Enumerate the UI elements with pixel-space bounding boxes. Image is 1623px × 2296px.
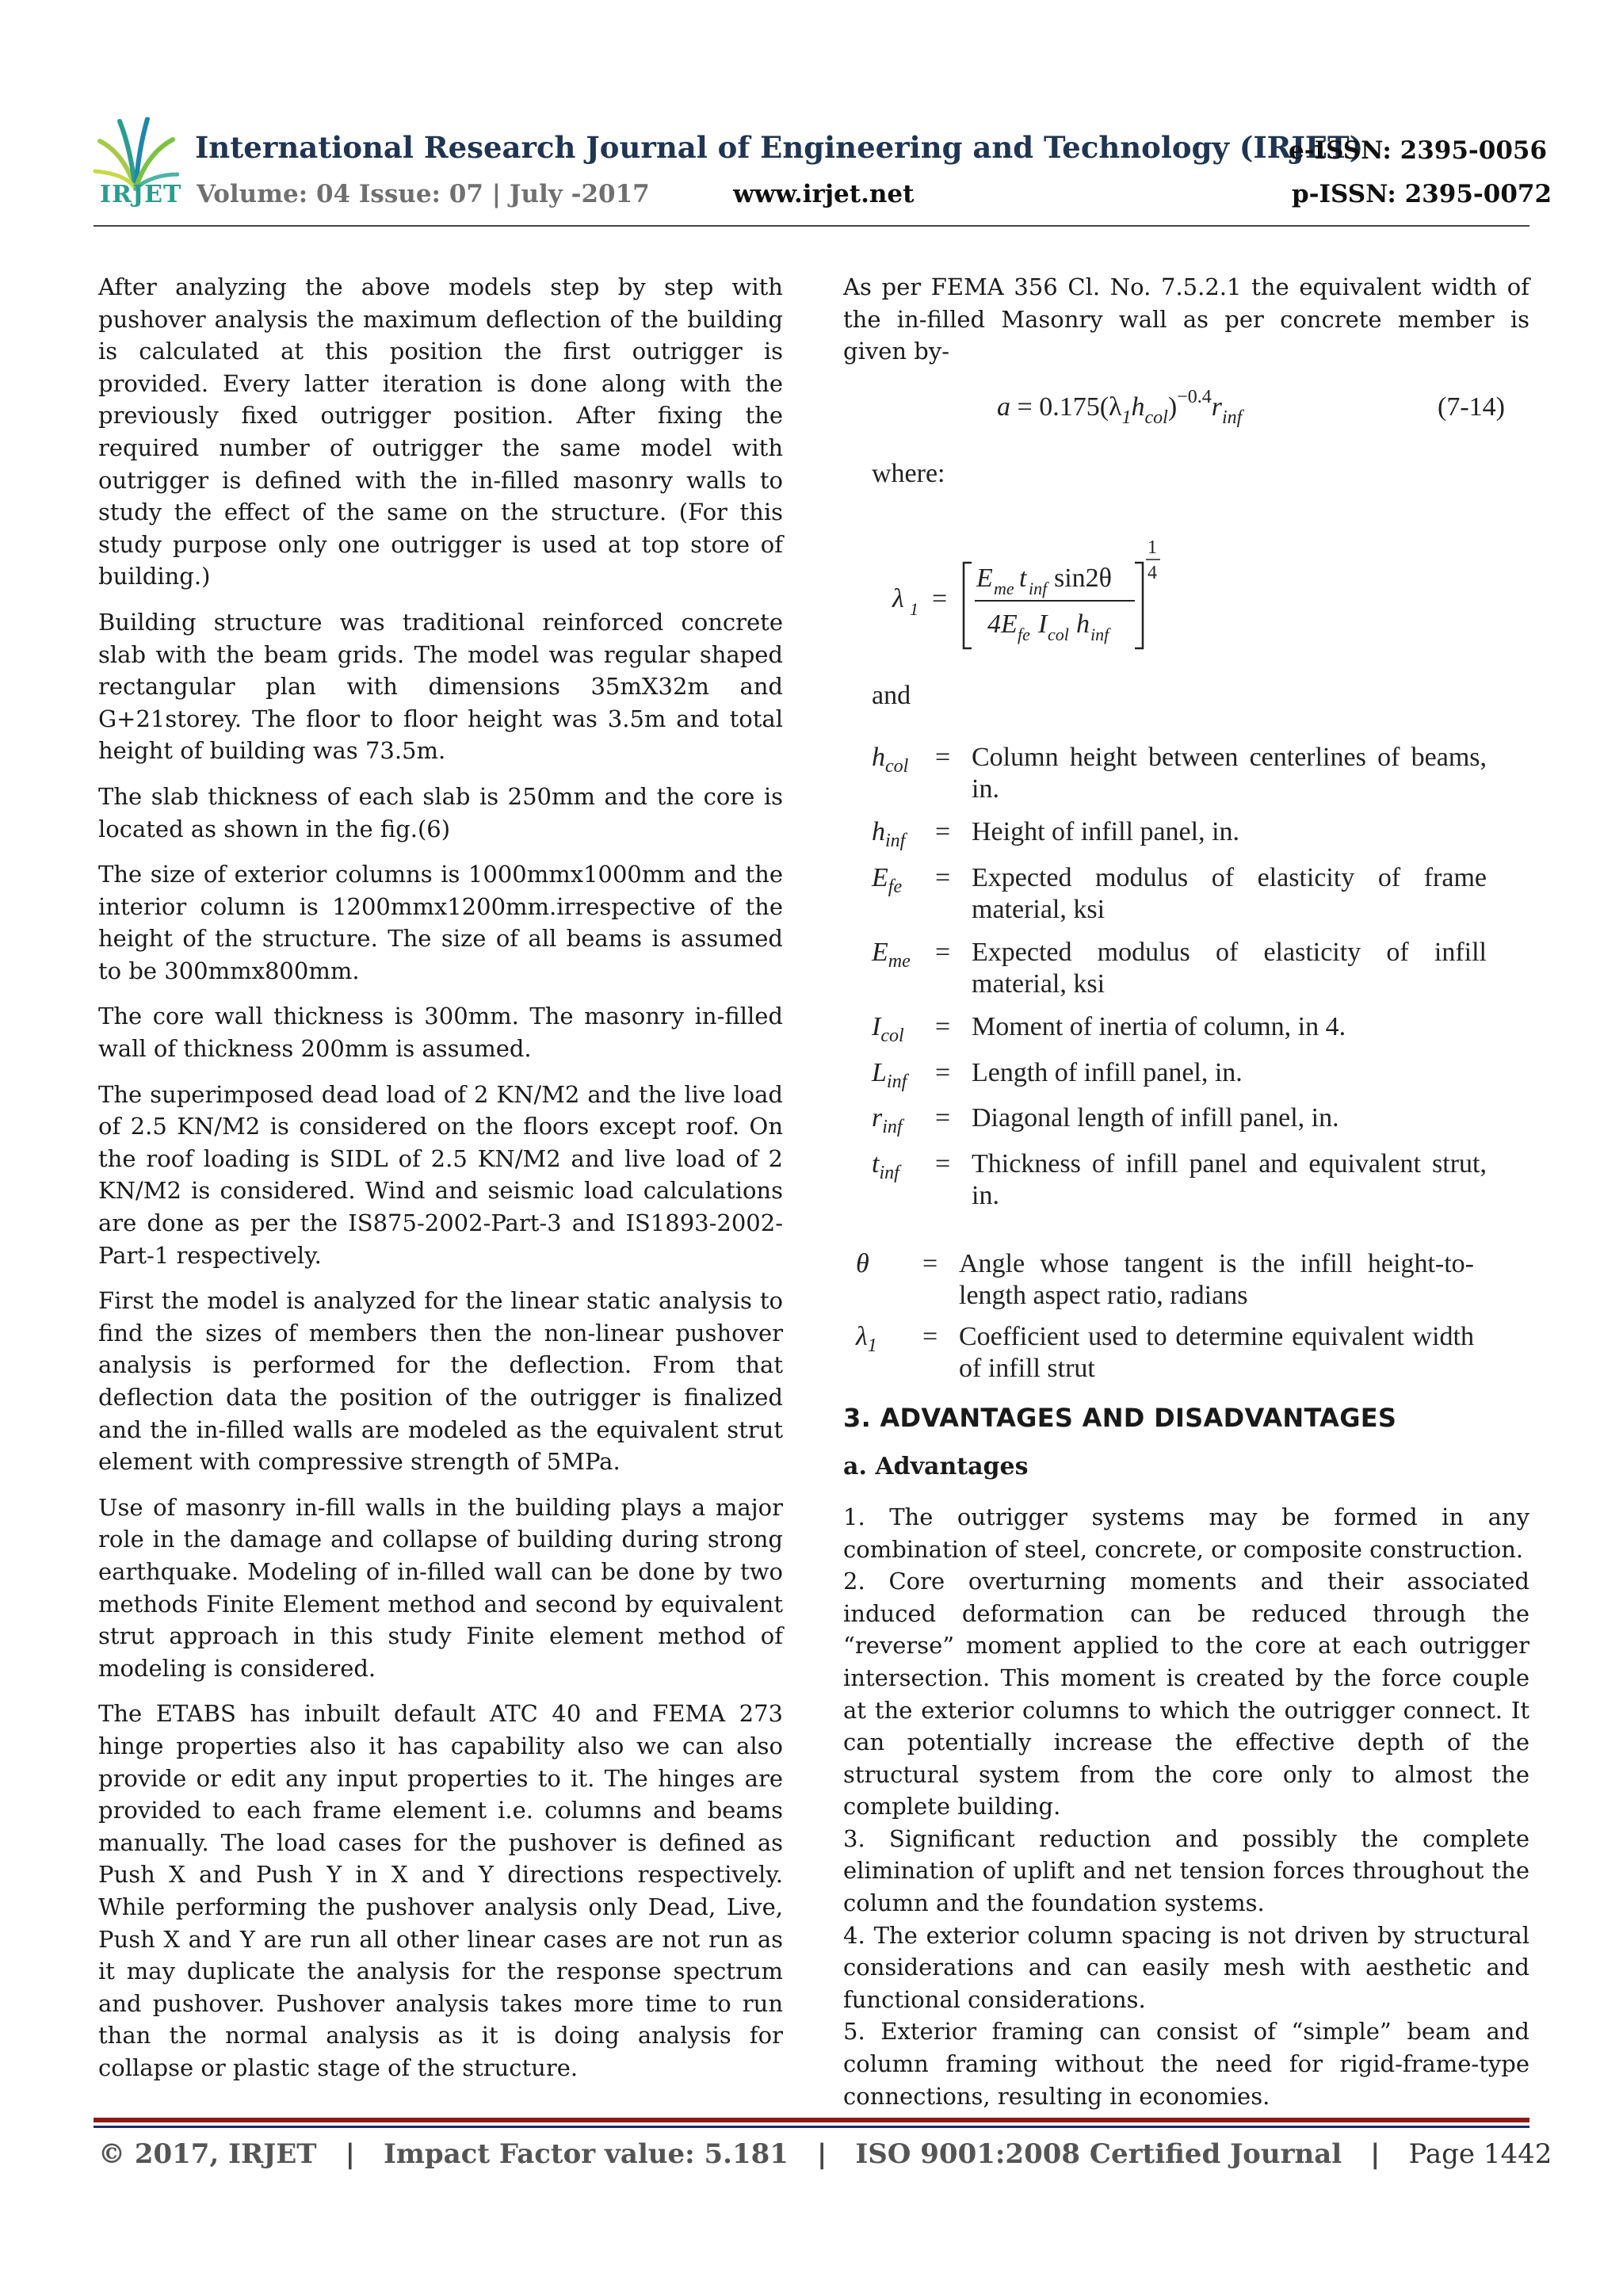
lambda-den-h: h [1076, 609, 1090, 639]
advantages-list [843, 1501, 1529, 2112]
def-equals: = [922, 1248, 938, 1278]
website-link[interactable]: www.irjet.net [733, 180, 915, 208]
formula-figure [843, 374, 1529, 1385]
definition-row [872, 1102, 1529, 1137]
volume-issue: Volume: 04 Issue: 07 | July -2017 [197, 180, 650, 208]
journal-title: International Research Journal of Engineering and Technology (IRJET) [195, 130, 1364, 165]
paragraph: Building structure was traditional reinforced concrete slab with the beam grids. The model was regular shaped rectangular plan with dimensions 35mX32m and G+21storey. The floor to floor height was 3.5m and total height of building was 73.5m. [98, 608, 783, 765]
footer-copyright: © 2017, IRJET [98, 2138, 317, 2170]
lambda-den-4E: 4E [987, 609, 1018, 639]
definition-list [843, 742, 1529, 1211]
def-equals: = [935, 743, 951, 773]
def-equals: = [935, 1057, 951, 1087]
paragraph: The size of exterior columns is 1000mmx1000mm and the interior column is 1200mmx1200mm.irrespective of the height of the structure. The size of all beams is assumed to be 300mmx800mm. [98, 861, 783, 984]
lambda-den-sub: inf [1090, 624, 1109, 644]
def-text: Height of infill panel, in. [972, 817, 1240, 847]
list-item: 3. Significant reduction and possibly the complete elimination of uplift and net tension forces throughout the column and the foundation systems. [843, 1824, 1529, 1917]
def-symbol: $t_{inf}$ [872, 1148, 899, 1183]
lambda-den-I: I [1038, 609, 1048, 639]
def-symbol: $I_{col}$ [872, 1011, 904, 1046]
eq-h: h [1131, 392, 1145, 422]
lambda-den-sub: col [1048, 624, 1069, 644]
def-equals: = [935, 1011, 951, 1041]
def-text: Thickness of infill panel and equivalent strut, in. [972, 1148, 1487, 1210]
definition-row [856, 1248, 1529, 1312]
eq-sub: inf [1221, 407, 1243, 428]
def-equals: = [922, 1321, 938, 1351]
left-column [98, 271, 783, 2097]
lambda-exp-den: 4 [1148, 562, 1157, 583]
definition-row [872, 1057, 1529, 1092]
def-text: Angle whose tangent is the infill height-to-length aspect ratio, radians [959, 1248, 1474, 1310]
eq-close: ) [1167, 392, 1178, 422]
footer-iso: ISO 9001:2008 Certified Journal [855, 2138, 1342, 2170]
footer-divider-red [94, 2118, 1529, 2122]
lambda-den-sub: fe [1018, 624, 1030, 644]
header-divider [94, 225, 1529, 227]
e-issn: e-ISSN: 2395-0056 [1289, 136, 1548, 165]
lambda-lhs: λ [892, 583, 904, 613]
paragraph: The superimposed dead load of 2 KN/M2 and the live load of 2.5 KN/M2 is considered on the floors except roof. On the roof loading is SIDL of 2.5 KN/M2 and live load of 2 KN/M2 is considered. Wind and seismic load calculations are done as per the IS875-2002-Part-3 and IS1893-2002-Part-1 respectively. [98, 1080, 783, 1269]
where-label: where: [872, 458, 945, 488]
def-text: Expected modulus of elasticity of frame material, ksi [972, 862, 1487, 924]
footer-separator: | [1370, 2138, 1381, 2170]
def-symbol: $L_{inf}$ [872, 1057, 907, 1092]
list-item: 1. The outrigger systems may be formed in any combination of steel, concrete, or composite construction. [843, 1503, 1529, 1563]
def-equals: = [935, 817, 951, 847]
and-label: and [872, 681, 911, 711]
definition-row [872, 1011, 1529, 1046]
paragraph: Use of masonry in-fill walls in the building plays a major role in the damage and collapse of building during strong earthquake. Modeling of in-filled wall can be done by two methods Finite Element method and second by equivalent strut approach in this study Finite element method of modeling is considered. [98, 1493, 783, 1682]
eq-coef: 0.175(λ [1039, 392, 1122, 422]
def-symbol: $E_{fe}$ [872, 862, 903, 897]
def-equals: = [935, 862, 951, 892]
lambda-num-sub: me [994, 578, 1014, 598]
section-heading: 3. ADVANTAGES AND DISADVANTAGES [843, 1402, 1397, 1433]
def-text: Column height between centerlines of beams, in. [972, 743, 1487, 804]
footer-separator: | [816, 2138, 827, 2170]
eq-r: r [1211, 392, 1222, 422]
lambda-exp-num: 1 [1148, 537, 1157, 558]
lambda-num-sin: sin2θ [1054, 563, 1112, 593]
def-symbol: $h_{col}$ [872, 743, 909, 777]
def-equals: = [935, 1103, 951, 1133]
lambda-equals: = [932, 583, 948, 613]
def-symbol: θ [856, 1248, 869, 1278]
def-equals: = [935, 937, 951, 967]
lambda-num-t: t [1019, 563, 1027, 593]
definition-row [872, 862, 1529, 926]
paragraph: The core wall thickness is 300mm. The masonry in-filled wall of thickness 200mm is assumed. [98, 1003, 783, 1063]
definition-row [872, 742, 1529, 805]
subsection-heading: a. Advantages [843, 1453, 1029, 1481]
eq-equals: = [1017, 392, 1033, 422]
lambda-num-E: E [976, 563, 993, 593]
eq-lhs: a [997, 392, 1010, 422]
paragraph: As per FEMA 356 Cl. No. 7.5.2.1 the equivalent width of the in-filled Masonry wall as per concrete member is given by- [843, 273, 1529, 365]
list-item: 5. Exterior framing can consist of “simple” beam and column framing without the need for rigid-frame-type connections, resulting in economies. [843, 2018, 1529, 2110]
lambda-lhs-sub: 1 [910, 598, 918, 619]
footer-divider-blue [94, 2126, 1529, 2128]
list-item: 4. The exterior column spacing is not driven by structural considerations and can easily mesh with aesthetic and functional considerations. [843, 1921, 1529, 2013]
footer-page-number: Page 1442 [1408, 2138, 1552, 2170]
paragraph: First the model is analyzed for the linear static analysis to find the sizes of members then the non-linear pushover analysis is performed for the deflection. From that deflection data the position of the outrigger is finalized and the in-filled walls are modeled as the equivalent strut element with compressive strength of 5MPa. [98, 1287, 783, 1476]
eq-power: −0.4 [1177, 386, 1212, 407]
definition-row [872, 937, 1529, 1000]
definition-list-2 [843, 1248, 1529, 1385]
def-text: Length of infill panel, in. [972, 1057, 1243, 1087]
def-equals: = [935, 1148, 951, 1179]
p-issn: p-ISSN: 2395-0072 [1292, 180, 1552, 208]
eq-sub: col [1144, 407, 1168, 428]
def-symbol: $E_{me}$ [872, 937, 911, 972]
lambda-num-sub: inf [1029, 578, 1048, 598]
def-text: Moment of inertia of column, in 4. [972, 1011, 1346, 1041]
definition-row [872, 816, 1529, 851]
def-symbol: $r_{inf}$ [872, 1103, 903, 1138]
right-column [843, 271, 1529, 2112]
paragraph: The slab thickness of each slab is 250mm and the core is located as shown in the fig.(6) [98, 782, 783, 842]
def-text: Diagonal length of infill panel, in. [972, 1103, 1339, 1133]
logo-text: IRJET [100, 181, 182, 208]
footer-impact-factor: Impact Factor value: 5.181 [383, 2138, 789, 2170]
equation-number: (7-14) [1438, 392, 1505, 422]
def-text: Expected modulus of elasticity of infill material, ksi [972, 937, 1487, 999]
footer-separator: | [345, 2138, 355, 2170]
eq-sub: 1 [1121, 407, 1132, 428]
def-text: Coefficient used to determine equivalent width of infill strut [959, 1321, 1474, 1383]
list-item: 2. Core overturning moments and their associated induced deformation can be reduced through the “reverse” moment applied to the core at each outrigger intersection. This moment is created by the force couple at the exterior columns to which the outrigger connect. It can potentially increase the effective depth of the structural system from the core only to almost the complete building. [843, 1568, 1529, 1820]
paragraph: The ETABS has inbuilt default ATC 40 and FEMA 273 hinge properties also it has capability also we can also provide or edit any input properties to it. The hinges are provided to each frame element i.e. columns and beams manually. The load cases for the pushover is defined as Push X and Push Y in X and Y directions respectively. While performing the pushover analysis only Dead, Live, Push X and Y are run all other linear cases are not run as it may duplicate the analysis for the response spectrum and pushover. Pushover analysis takes more time to run than the normal analysis as it is doing analysis for collapse or plastic stage of the structure. [98, 1700, 783, 2081]
definition-row [856, 1321, 1529, 1385]
definition-row [872, 1148, 1529, 1212]
lambda-equation [883, 521, 1216, 672]
def-symbol: $\lambda_1$ [856, 1321, 877, 1356]
def-symbol: $h_{inf}$ [872, 817, 906, 852]
paragraph: After analyzing the above models step by step with pushover analysis the maximum deflection of the building is calculated at this position the first outrigger is provided. Every latter iteration is done along with the previously fixed outrigger position. After fixing the required number of outrigger the same model with outrigger is defined with the in-filled masonry walls to study the effect of the same on the structure. (For this study purpose only one outrigger is used at top store of building.) [98, 273, 783, 590]
footer [98, 2138, 1552, 2170]
equation-7-14 [843, 374, 1529, 450]
